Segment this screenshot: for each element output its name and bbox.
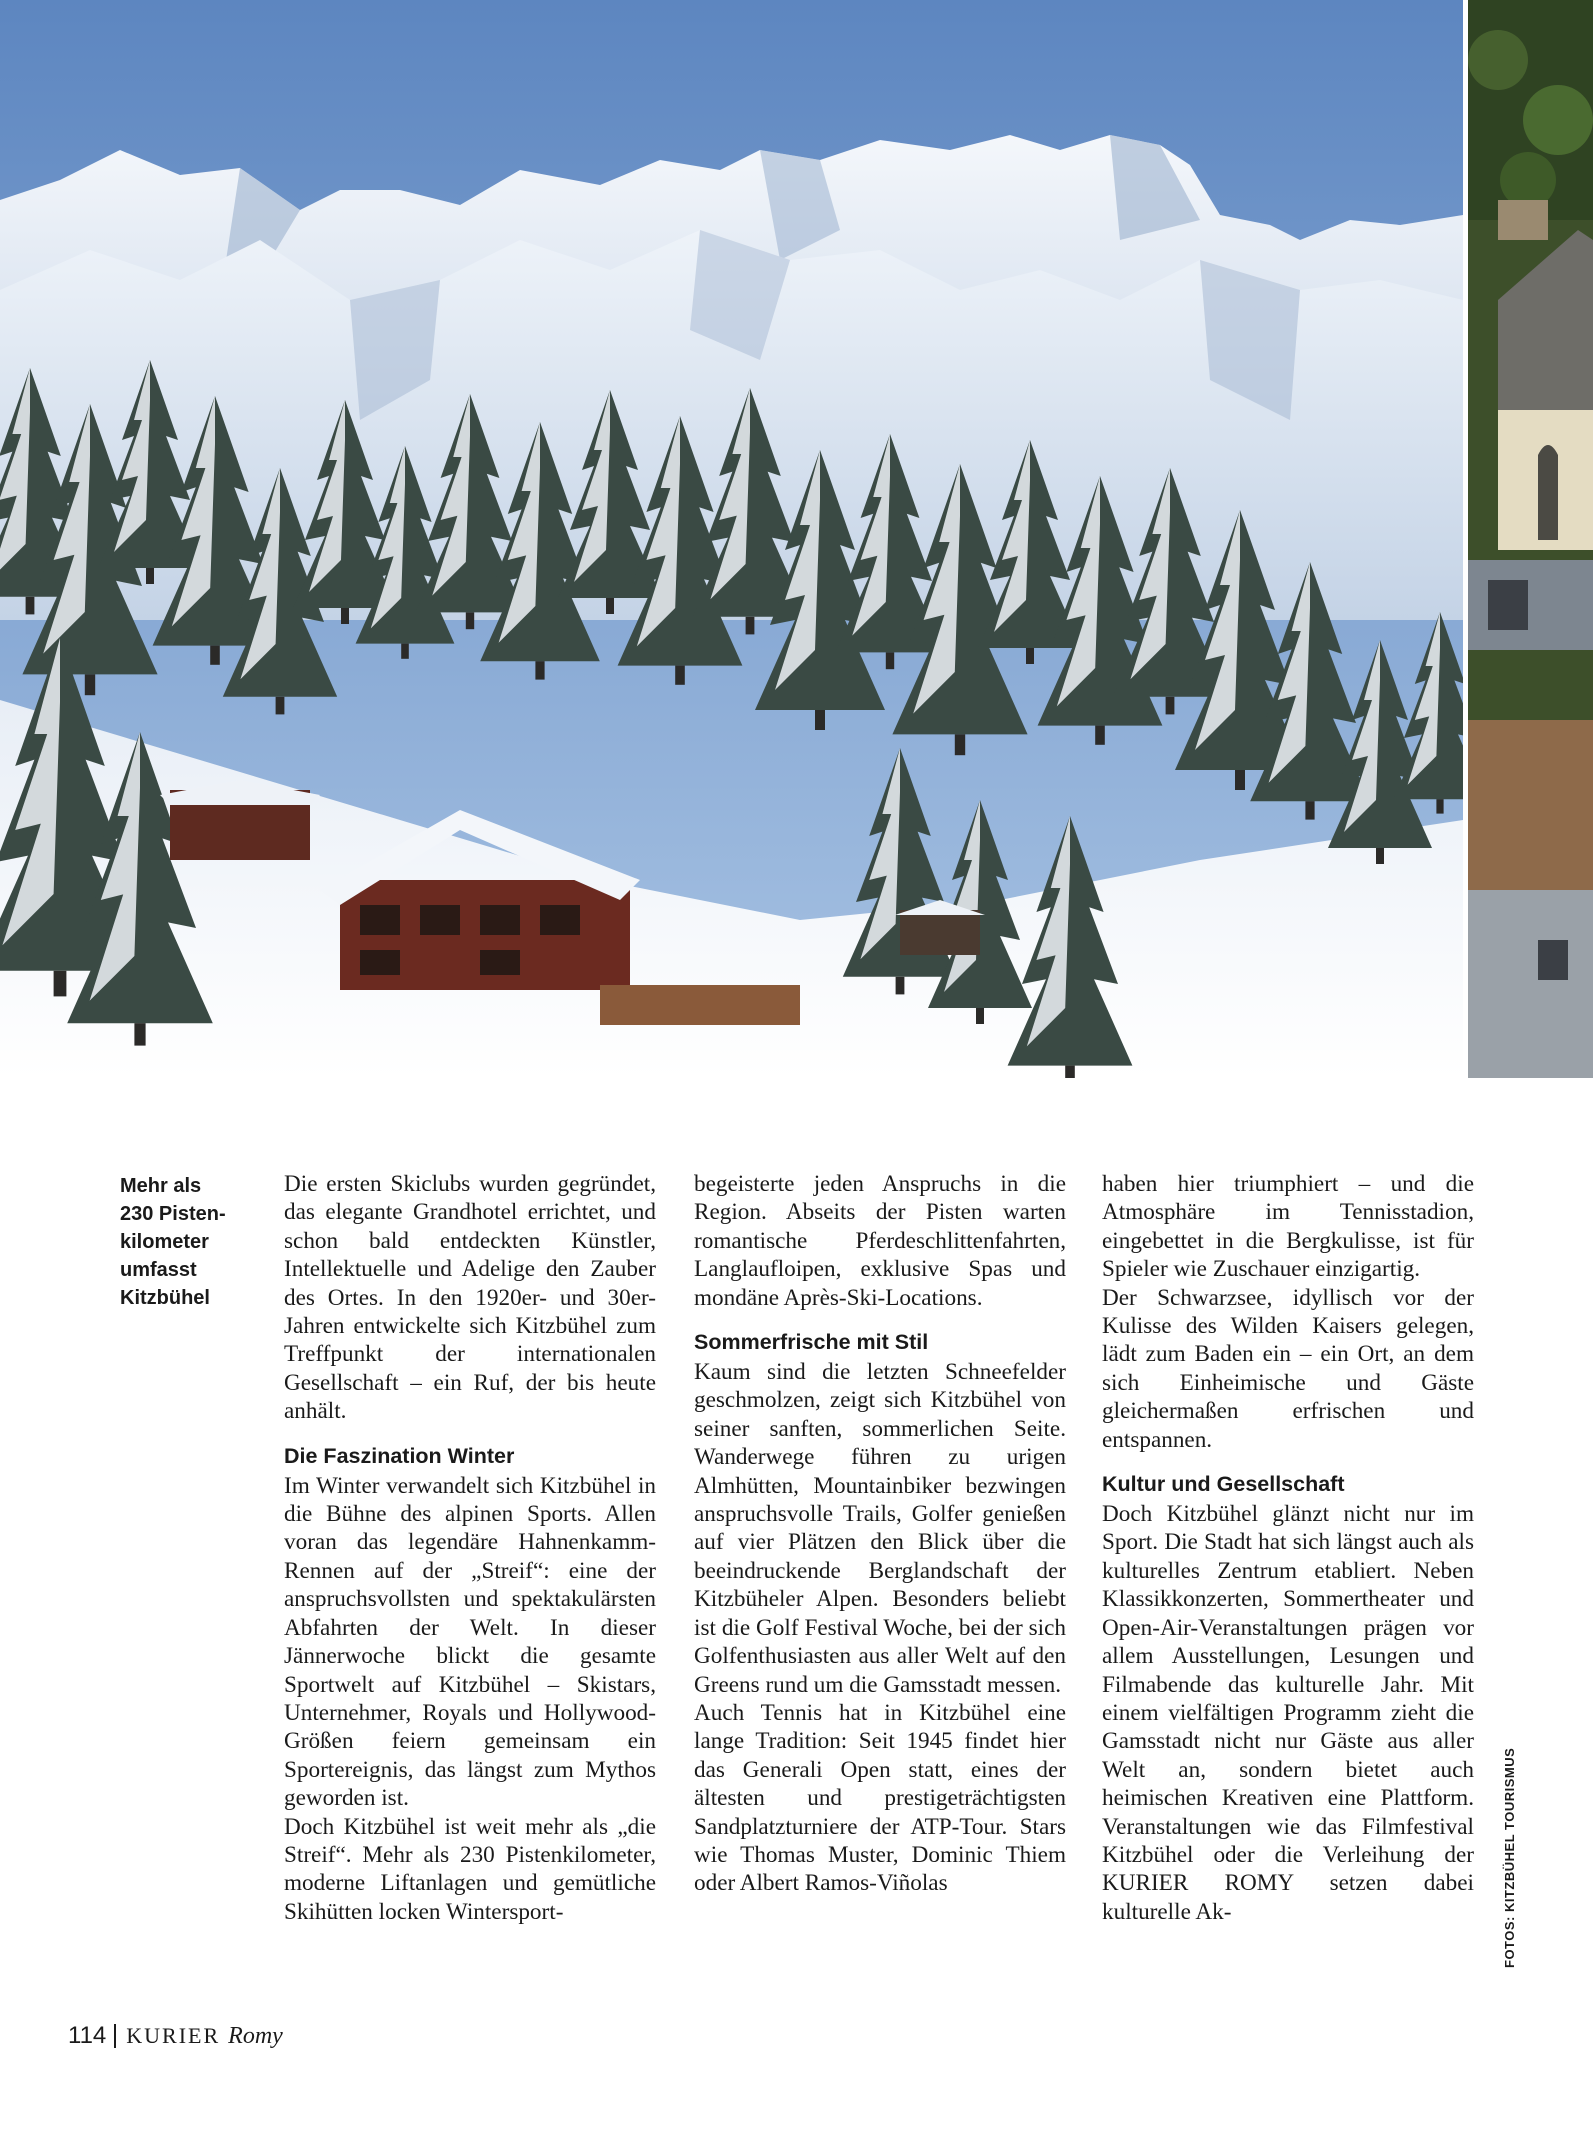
caption-line: kilometer	[120, 1231, 209, 1253]
paragraph: Doch Kitzbühel ist weit mehr als „die Streif“. Mehr als 230 Pistenkilometer, moderne Liftanlagen und gemütliche Skihütten locken Wintersport-	[284, 1813, 656, 1925]
caption-line: 230 Pisten-	[120, 1203, 226, 1225]
church-town-illustration	[1468, 0, 1593, 1078]
subheading: Kultur und Gesellschaft	[1102, 1472, 1345, 1497]
caption-line: Kitzbühel	[120, 1287, 210, 1309]
article-column-2	[694, 1170, 1066, 1898]
winter-landscape-photo	[0, 0, 1463, 1078]
publication-brand: KURIER	[126, 2023, 221, 2048]
page-footer	[68, 2022, 283, 2050]
caption-line: umfasst	[120, 1259, 197, 1281]
footer-divider	[114, 2024, 116, 2048]
paragraph: Der Schwarzsee, idyllisch vor der Kulisse des Wilden Kaisers gelegen, lädt zum Baden ein – ein Ort, an dem sich Einheimische und Gäste gleichermaßen erfrischen und entspannen.	[1102, 1284, 1474, 1453]
subheading: Die Faszination Winter	[284, 1443, 515, 1468]
paragraph: Auch Tennis hat in Kitzbühel eine lange Tradition: Seit 1945 findet hier das Generali Open statt, eines der ältesten und prestigeträchtigsten Sandplatzturniere der ATP-Tour. Stars wie Thomas Muster, Dominic Thiem oder Albert Ramos-Viñolas	[694, 1699, 1066, 1897]
caption-line: Mehr als	[120, 1175, 202, 1197]
photo-caption	[120, 1172, 240, 1312]
paragraph: Im Winter verwandelt sich Kitzbühel in die Bühne des alpinen Sports. Allen voran das legendäre Hahnenkamm-Rennen auf der „Streif“: eine der anspruchsvollsten und spektakulärsten Abfahrten der Welt. In dieser Jännerwoche blickt die gesamte Sportwelt auf Kitzbühel – Skistars, Unternehmer, Royals und Hollywood-Größen feiern gemeinsam ein Sportereignis, das längst zum Mythos geworden ist.	[284, 1472, 656, 1812]
article-column-3	[1102, 1170, 1474, 1926]
article-column-1	[284, 1170, 656, 1926]
church-town-photo	[1468, 0, 1593, 1078]
paragraph: begeisterte jeden Anspruchs in die Region. Abseits der Pisten warten romantische Pferdeschlittenfahrten, Langlaufloipen, exklusive Spas und mondäne Après-Ski-Locations.	[694, 1171, 1066, 1311]
paragraph: Kaum sind die letzten Schneefelder geschmolzen, zeigt sich Kitzbühel von seiner sanften, sommerlichen Seite. Wanderwege führen zu urigen Almhütten, Mountainbiker bezwingen anspruchsvolle Trails, Golfer genießen auf vier Plätzen den Blick über die beeindruckende Berglandschaft der Kitzbüheler Alpen. Besonders beliebt ist die Golf Festival Woche, bei der sich Golfenthusiasten aus aller Welt auf den Greens rund um die Gamsstadt messen.	[694, 1359, 1066, 1698]
paragraph: Die ersten Skiclubs wurden gegründet, das elegante Grandhotel errichtet, und schon bald entdeckten Künstler, Intellektuelle und Adelige den Zauber des Ortes. In den 1920er- und 30er-Jahren entwickelte sich Kitzbühel zum Treffpunkt der internationalen Gesellschaft – ein Ruf, der bis heute anhält.	[284, 1171, 656, 1425]
subheading: Sommerfrische mit Stil	[694, 1330, 929, 1355]
magazine-name: Romy	[228, 2022, 283, 2049]
paragraph: haben hier triumphiert – und die Atmosphäre im Tennisstadion, eingebettet in die Bergkulisse, ist für Spieler wie Zuschauer einzigartig.	[1102, 1171, 1474, 1283]
paragraph: Doch Kitzbühel glänzt nicht nur im Sport. Die Stadt hat sich längst auch als kulturelles Zentrum etabliert. Neben Klassikkonzerten, Sommertheater und Open-Air-Veranstaltungen prägen vor allem Ausstellungen, Lesungen und Filmabende das kulturelle Jahr. Mit einem vielfältigen Programm zieht die Gamsstadt nicht nur Gäste aus aller Welt an, sondern bietet auch heimischen Kreativen eine Plattform. Veranstaltungen wie das Filmfestival Kitzbühel oder die Verleihung der KURIER ROMY setzen dabei kulturelle Ak-	[1102, 1501, 1474, 1925]
photo-credit: FOTOS: KITZBÜHEL TOURISMUS	[1502, 1747, 1517, 1968]
page-number: 114	[68, 2022, 107, 2049]
winter-landscape-illustration	[0, 0, 1463, 1078]
